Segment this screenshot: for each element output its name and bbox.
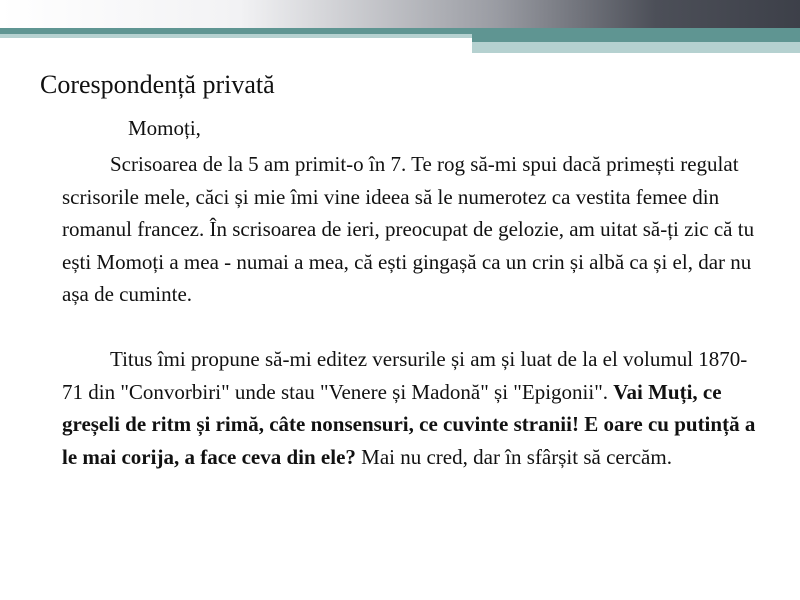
letter-paragraph-2 (62, 343, 768, 473)
paragraph-2-text-start: Titus îmi propune să-mi editez versurile și am și luat de la el volumul 1870-71 din "Convorbiri" unde stau "Venere și Madonă" și "Epigonii". (62, 347, 748, 404)
letter-greeting: Momoți, (128, 116, 201, 140)
letter-paragraph-1: Scrisoarea de la 5 am primit-o în 7. Te rog să-mi spui dacă primești regulat scrisorile mele, căci și mie îmi vine ideea să le numerotez ca vestita femee din romanul francez. În scrisoarea de ieri, preocupat de gelozie, am uitat să-ți zic că tu ești Momoți a mea - numai a mea, că ești gingașă ca un crin și albă ca și el, dar nu așa de cuminte. (62, 152, 755, 306)
slide-title: Corespondență privată (40, 70, 275, 99)
header-band-dark (0, 0, 800, 28)
header-band-teal-right (472, 28, 800, 42)
paragraph-2-bold-text: Vai Muți, ce greșeli de ritm și rimă, câte nonsensuri, ce cuvinte stranii! E oare cu putință a le mai corija, a face ceva din ele? (62, 379, 756, 469)
header-band-light-left (0, 34, 472, 38)
header-band-light-right (472, 42, 800, 53)
paragraph-2-text-end: Mai nu cred, dar în sfârșit să cercăm. (355, 444, 672, 469)
